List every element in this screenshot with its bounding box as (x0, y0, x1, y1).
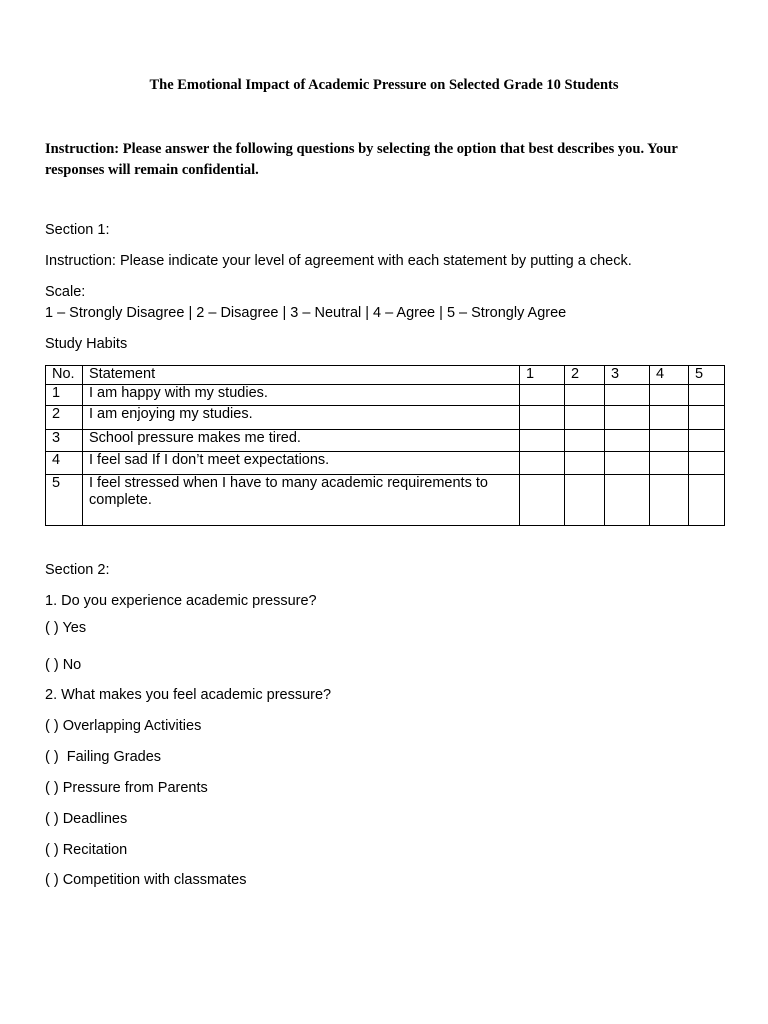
check-cell-3[interactable] (605, 385, 650, 406)
check-cell-2[interactable] (565, 430, 605, 452)
header-scale-5: 5 (689, 366, 725, 385)
check-cell-3[interactable] (605, 452, 650, 475)
row-number: 4 (46, 452, 83, 475)
table-row (46, 406, 725, 430)
study-habits-table (45, 365, 725, 526)
check-cell-5[interactable] (689, 406, 725, 430)
row-number: 2 (46, 406, 83, 430)
check-cell-3[interactable] (605, 406, 650, 430)
table-caption: Study Habits (45, 336, 128, 352)
check-cell-4[interactable] (650, 406, 689, 430)
check-cell-1[interactable] (520, 475, 565, 526)
question-2: 2. What makes you feel academic pressure? (45, 687, 332, 703)
table-row (46, 430, 725, 452)
check-cell-2[interactable] (565, 475, 605, 526)
check-cell-2[interactable] (565, 385, 605, 406)
table-row (46, 475, 725, 526)
row-statement: I feel stressed when I have to many academic requirements to complete. (83, 475, 520, 526)
check-cell-3[interactable] (605, 430, 650, 452)
header-scale-2: 2 (565, 366, 605, 385)
row-number: 1 (46, 385, 83, 406)
header-no: No. (46, 366, 83, 385)
header-scale-4: 4 (650, 366, 689, 385)
row-number: 3 (46, 430, 83, 452)
check-cell-1[interactable] (520, 406, 565, 430)
check-cell-4[interactable] (650, 430, 689, 452)
q2-option-pressure-from-parents[interactable]: ( ) Pressure from Parents (45, 780, 208, 796)
row-statement: I feel sad If I don’t meet expectations. (83, 452, 520, 475)
check-cell-1[interactable] (520, 452, 565, 475)
table-row (46, 385, 725, 406)
q1-option-yes[interactable]: ( ) Yes (45, 620, 87, 636)
q1-option-no[interactable]: ( ) No (45, 657, 82, 673)
section2-heading: Section 2: (45, 562, 110, 578)
check-cell-4[interactable] (650, 385, 689, 406)
scale-label: Scale: (45, 284, 86, 300)
q2-option-deadlines[interactable]: ( ) Deadlines (45, 811, 128, 827)
section1-heading: Section 1: (45, 222, 110, 238)
header-scale-1: 1 (520, 366, 565, 385)
check-cell-4[interactable] (650, 475, 689, 526)
check-cell-5[interactable] (689, 385, 725, 406)
check-cell-2[interactable] (565, 452, 605, 475)
table-header-row (46, 366, 725, 385)
check-cell-5[interactable] (689, 452, 725, 475)
header-statement: Statement (83, 366, 520, 385)
q2-option-recitation[interactable]: ( ) Recitation (45, 842, 128, 858)
scale-text: 1 – Strongly Disagree | 2 – Disagree | 3 – Neutral | 4 – Agree | 5 – Strongly Agree (45, 305, 567, 321)
q2-option-failing-grades[interactable]: ( ) Failing Grades (45, 749, 162, 765)
main-instruction: Instruction: Please answer the following questions by selecting the option that best describes you. Your responses will remain confidential. (45, 141, 678, 178)
row-number: 5 (46, 475, 83, 526)
row-statement: I am happy with my studies. (83, 385, 520, 406)
table-row (46, 452, 725, 475)
q2-option-overlapping-activities[interactable]: ( ) Overlapping Activities (45, 718, 202, 734)
check-cell-5[interactable] (689, 430, 725, 452)
row-statement: I am enjoying my studies. (83, 406, 520, 430)
check-cell-2[interactable] (565, 406, 605, 430)
header-scale-3: 3 (605, 366, 650, 385)
row-statement: School pressure makes me tired. (83, 430, 520, 452)
question-1: 1. Do you experience academic pressure? (45, 593, 317, 609)
section1-instruction: Instruction: Please indicate your level of agreement with each statement by putting a check. (45, 253, 632, 269)
q2-option-competition[interactable]: ( ) Competition with classmates (45, 872, 247, 888)
check-cell-4[interactable] (650, 452, 689, 475)
check-cell-1[interactable] (520, 430, 565, 452)
check-cell-1[interactable] (520, 385, 565, 406)
check-cell-5[interactable] (689, 475, 725, 526)
check-cell-3[interactable] (605, 475, 650, 526)
document-title: The Emotional Impact of Academic Pressure on Selected Grade 10 Students (149, 77, 619, 93)
